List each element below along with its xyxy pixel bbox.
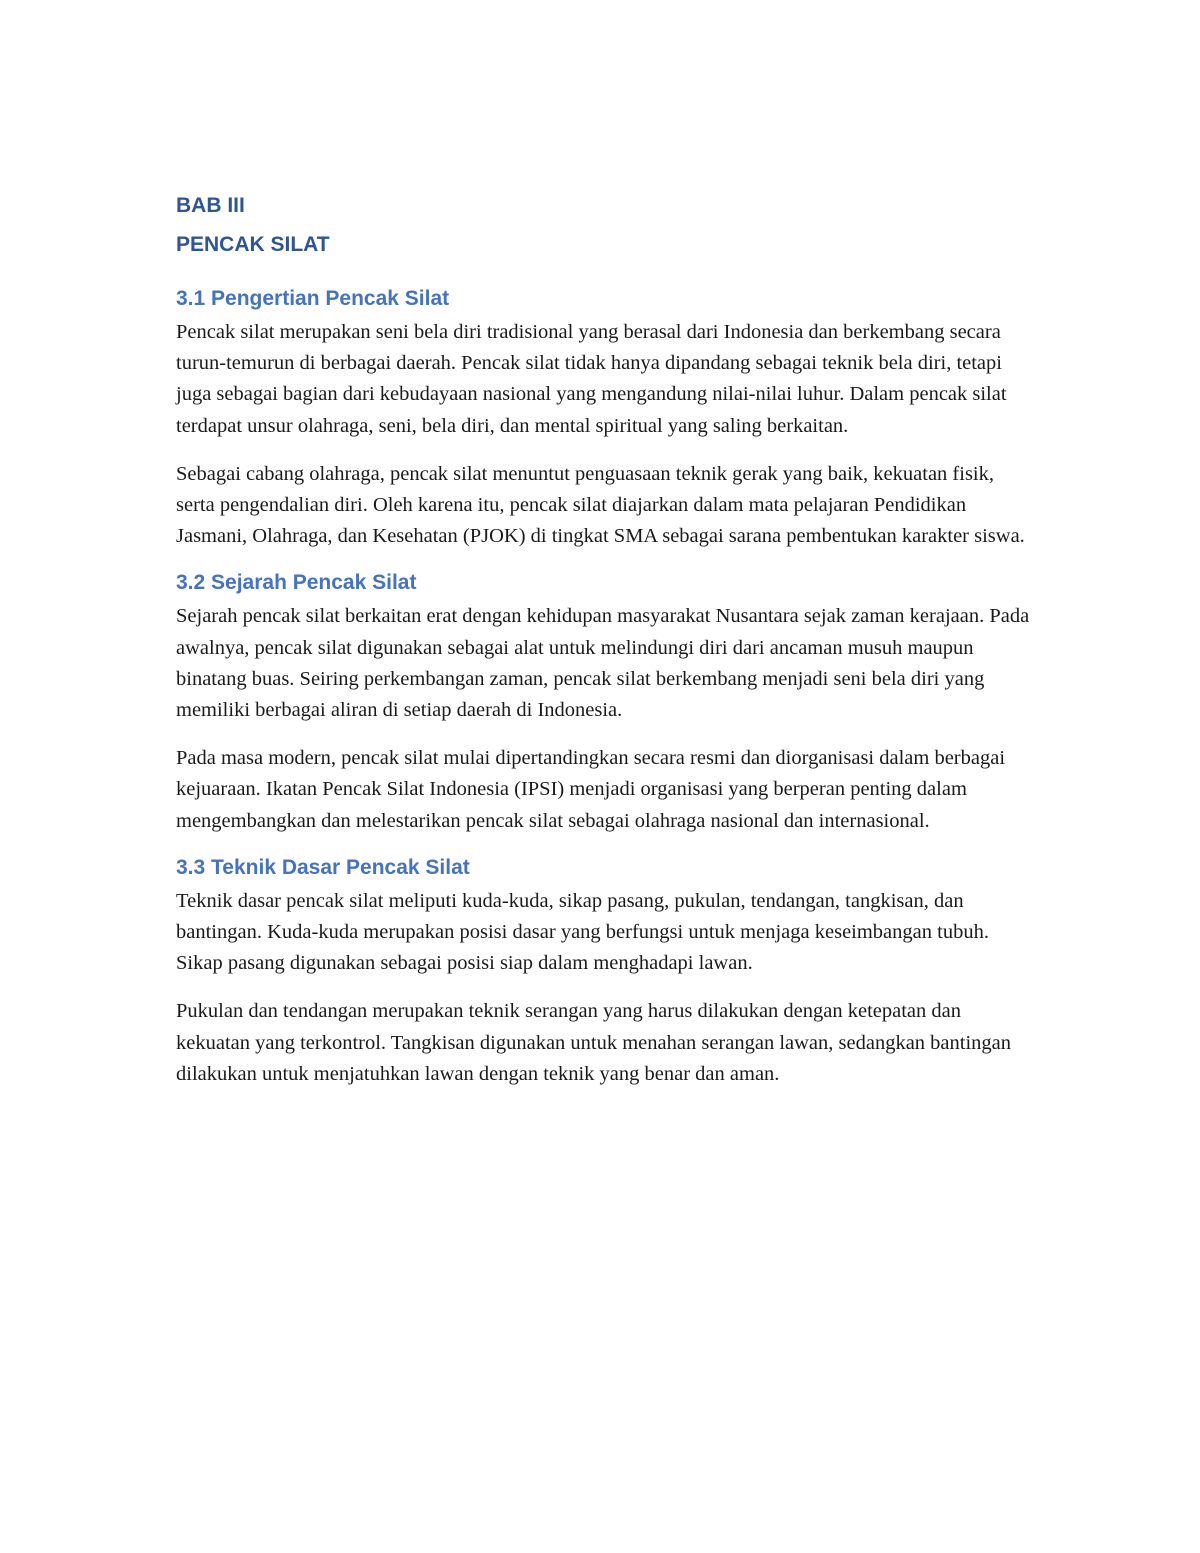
section-teknik-dasar xyxy=(176,854,1036,1090)
paragraph: Sejarah pencak silat berkaitan erat dengan kehidupan masyarakat Nusantara sejak zaman kerajaan. Pada awalnya, pencak silat digunakan sebagai alat untuk melindungi diri dari ancaman musuh maupun binatang buas. Seiring perkembangan zaman, pencak silat berkembang menjadi seni bela diri yang memiliki berbagai aliran di setiap daerah di Indonesia. xyxy=(176,605,1030,722)
paragraph: Pencak silat merupakan seni bela diri tradisional yang berasal dari Indonesia dan berkembang secara turun-temurun di berbagai daerah. Pencak silat tidak hanya dipandang sebagai teknik bela diri, tetapi juga sebagai bagian dari kebudayaan nasional yang mengandung nilai-nilai luhur. Dalam pencak silat terdapat unsur olahraga, seni, bela diri, dan mental spiritual yang saling berkaitan. xyxy=(176,321,1007,437)
paragraph: Sebagai cabang olahraga, pencak silat menuntut penguasaan teknik gerak yang baik, kekuatan fisik, serta pengendalian diri. Oleh karena itu, pencak silat diajarkan dalam mata pelajaran Pendidikan Jasmani, Olahraga, dan Kesehatan (PJOK) di tingkat SMA sebagai sarana pembentukan karakter siswa. xyxy=(176,462,1025,548)
section-pengertian xyxy=(176,285,1036,552)
section-sejarah xyxy=(176,569,1036,836)
section-heading: 3.2 Sejarah Pencak Silat xyxy=(176,571,417,595)
section-heading: 3.1 Pengertian Pencak Silat xyxy=(176,287,450,310)
paragraph: Pada masa modern, pencak silat mulai dipertandingkan secara resmi dan diorganisasi dalam berbagai kejuaraan. Ikatan Pencak Silat Indonesia (IPSI) menjadi organisasi yang berperan penting dalam mengembangkan dan melestarikan pencak silat sebagai olahraga nasional dan internasional. xyxy=(176,747,1006,832)
section-heading: 3.3 Teknik Dasar Pencak Silat xyxy=(176,855,470,879)
chapter-title: PENCAK SILAT xyxy=(176,233,330,256)
document-body xyxy=(176,192,1036,1107)
chapter-number: BAB III xyxy=(176,194,245,217)
paragraph: Pukulan dan tendangan merupakan teknik serangan yang harus dilakukan dengan ketepatan dan kekuatan yang terkontrol. Tangkisan digunakan untuk menahan serangan lawan, sedangkan bantingan dilakukan untuk menjatuhkan lawan dengan teknik yang benar dan aman. xyxy=(176,1000,1012,1085)
paragraph: Teknik dasar pencak silat meliputi kuda-kuda, sikap pasang, pukulan, tendangan, tangkisan, dan bantingan. Kuda-kuda merupakan posisi dasar yang berfungsi untuk menjaga keseimbangan tubuh. Sikap pasang digunakan sebagai posisi siap dalam menghadapi lawan. xyxy=(176,889,989,975)
